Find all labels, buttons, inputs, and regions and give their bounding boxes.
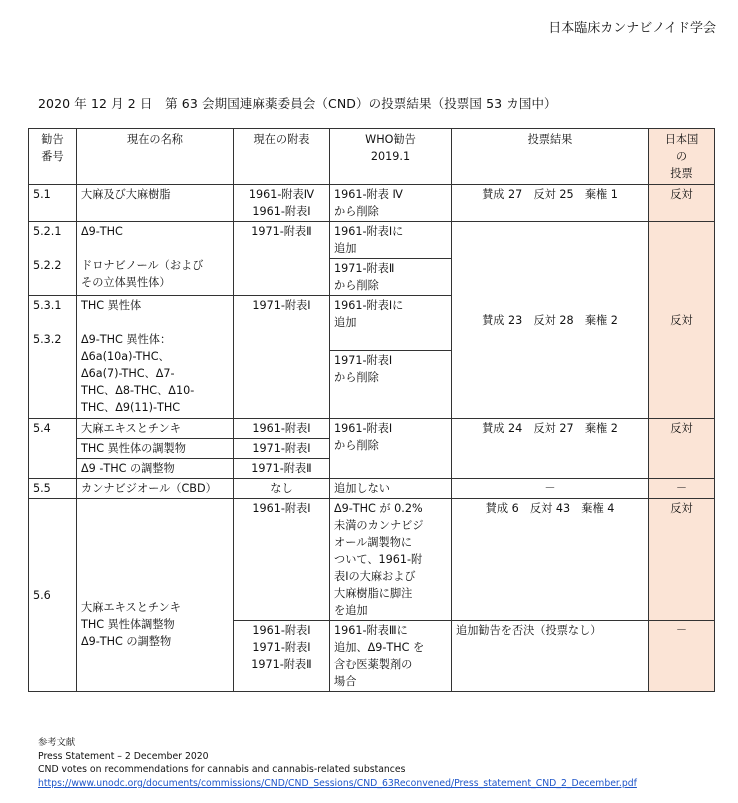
who-recommendation: Δ9-THC が 0.2% 未満のカンナビジ オール調製物に ついて、1961-附 表Ⅰの大麻および 大麻樹脂に脚注 を追加 (330, 499, 452, 621)
header-result: 投票結果 (452, 129, 649, 185)
rec-no: 5.3.1 5.3.2 (29, 296, 77, 419)
who-recommendation: 1971-附表Ⅰ から削除 (330, 351, 452, 419)
substance-name: 大麻エキスとチンキ THC 異性体調整物 Δ9-THC の調整物 (77, 499, 234, 692)
substance-name: Δ9-THC ドロナビノール（および その立体異性体） (77, 222, 234, 296)
document-title: 2020 年 12 月 2 日 第 63 会期国連麻薬委員会（CND）の投票結果（投票国 53 カ国中） (38, 96, 557, 111)
table-row (29, 479, 715, 499)
reference-link[interactable]: https://www.unodc.org/documents/commissions/CND/CND_Sessions/CND_63Reconvened/Press_statement_CND_2_December.pdf (38, 777, 637, 789)
table-row (29, 499, 715, 621)
rec-no: 5.6 (29, 499, 77, 692)
substance-name: THC 異性体 Δ9-THC 異性体： Δ6a(10a)-THC、 Δ6a(7)-THC、Δ7- THC、Δ8-THC、Δ10- THC、Δ9(11)-THC (77, 296, 234, 419)
current-schedule: 1961-附表Ⅰ (234, 499, 330, 621)
japan-vote: － (649, 621, 715, 692)
vote-results-table (28, 128, 715, 692)
japan-vote: 反対 (649, 222, 715, 419)
header-row (29, 129, 715, 185)
japan-vote: 反対 (649, 419, 715, 479)
table-row (29, 419, 715, 439)
current-schedule: 1961-附表Ⅰ 1971-附表Ⅰ 1971-附表Ⅱ (234, 621, 330, 692)
substance-name: Δ9 -THC の調整物 (77, 459, 234, 479)
table-row (29, 222, 715, 259)
header-japan: 日本国 の 投票 (649, 129, 715, 185)
header-name: 現在の名称 (77, 129, 234, 185)
japan-vote: － (649, 479, 715, 499)
substance-name: 大麻エキスとチンキ (77, 419, 234, 439)
references (38, 736, 637, 790)
header-rec-no: 勧告 番号 (29, 129, 77, 185)
who-recommendation: 1961-附表Ⅰに 追加 (330, 296, 452, 351)
vote-result: 追加勧告を否決（投票なし） (452, 621, 649, 692)
references-heading: 参考文献 (38, 737, 76, 748)
who-recommendation: 1961-附表Ⅰ から削除 (330, 419, 452, 479)
who-recommendation: 1961-附表Ⅰに 追加 (330, 222, 452, 259)
substance-name: THC 異性体の調製物 (77, 439, 234, 459)
substance-name: カンナビジオール（CBD） (77, 479, 234, 499)
substance-name: 大麻及び大麻樹脂 (77, 185, 234, 222)
rec-no: 5.5 (29, 479, 77, 499)
current-schedule: 1971-附表Ⅱ (234, 222, 330, 296)
vote-result: 賛成 23 反対 28 棄権 2 (452, 222, 649, 419)
reference-press-statement: Press Statement – 2 December 2020 (38, 750, 209, 762)
header-schedule: 現在の附表 (234, 129, 330, 185)
current-schedule: なし (234, 479, 330, 499)
header-who: WHO勧告 2019.1 (330, 129, 452, 185)
table-row (29, 185, 715, 222)
rec-no: 5.1 (29, 185, 77, 222)
vote-result: 賛成 27 反対 25 棄権 1 (452, 185, 649, 222)
who-recommendation: 1971-附表Ⅱ から削除 (330, 259, 452, 296)
organization-name: 日本臨床カンナビノイド学会 (548, 21, 716, 36)
current-schedule: 1971-附表Ⅰ (234, 439, 330, 459)
current-schedule: 1961-附表Ⅳ 1961-附表Ⅰ (234, 185, 330, 222)
rec-no: 5.2.1 5.2.2 (29, 222, 77, 296)
vote-result: 賛成 24 反対 27 棄権 2 (452, 419, 649, 479)
current-schedule: 1961-附表Ⅰ (234, 419, 330, 439)
who-recommendation: 追加しない (330, 479, 452, 499)
vote-result: 賛成 6 反対 43 棄権 4 (452, 499, 649, 621)
who-recommendation: 1961-附表 Ⅳ から削除 (330, 185, 452, 222)
current-schedule: 1971-附表Ⅰ (234, 296, 330, 419)
japan-vote: 反対 (649, 185, 715, 222)
rec-no: 5.4 (29, 419, 77, 479)
current-schedule: 1971-附表Ⅱ (234, 459, 330, 479)
japan-vote: 反対 (649, 499, 715, 621)
who-recommendation: 1961-附表Ⅲに 追加、Δ9-THC を 含む医薬製剤の 場合 (330, 621, 452, 692)
vote-result: － (452, 479, 649, 499)
reference-description: CND votes on recommendations for cannabis and cannabis-related substances (38, 764, 406, 775)
